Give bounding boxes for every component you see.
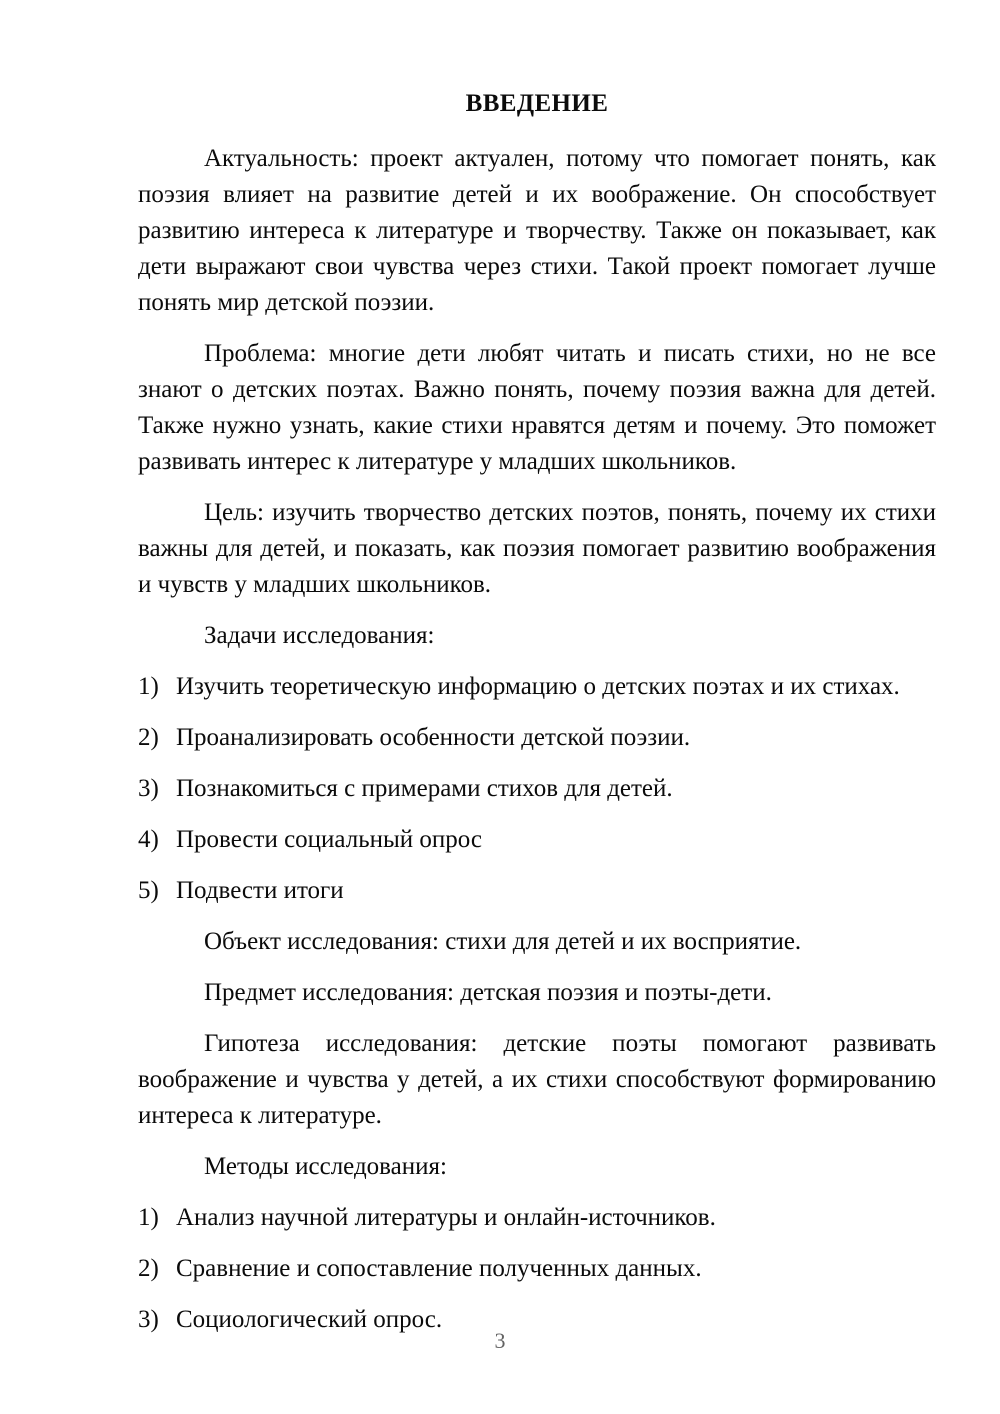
list-item <box>138 669 936 705</box>
list-item-marker: 2) <box>138 724 159 752</box>
list-item <box>138 822 936 858</box>
list-item-marker: 5) <box>138 877 159 905</box>
list-item-label: Социологический опрос. <box>176 1306 443 1334</box>
list-item-label: Сравнение и сопоставление полученных данных. <box>176 1255 702 1283</box>
document-body <box>138 88 936 1353</box>
tasks-label: Задачи исследования: <box>204 622 435 650</box>
list-item <box>138 1200 936 1236</box>
list-item-marker: 1) <box>138 1204 159 1232</box>
paragraph-hypothesis: Гипотеза исследования: детские поэты помогают развивать воображение и чувства у детей, а их стихи способствуют формированию интереса к литературе. <box>138 1030 936 1130</box>
list-item <box>138 873 936 909</box>
list-item <box>138 771 936 807</box>
list-item <box>138 1251 936 1287</box>
paragraph-object: Объект исследования: стихи для детей и их восприятие. <box>204 928 802 956</box>
list-item-label: Анализ научной литературы и онлайн-источников. <box>176 1204 716 1232</box>
tasks-list <box>138 669 936 909</box>
paragraph-relevance: Актуальность: проект актуален, потому что помогает понять, как поэзия влияет на развитие детей и их воображение. Он способствует развитию интереса к литературе и творчеству. Также он показывает, как дети выражают свои чувства через стихи. Такой проект помогает лучше понять мир детской поэзии. <box>138 145 936 317</box>
list-item-marker: 1) <box>138 673 159 701</box>
page-title: ВВЕДЕНИЕ <box>465 90 609 117</box>
paragraph-problem: Проблема: многие дети любят читать и писать стихи, но не все знают о детских поэтах. Важно понять, почему поэзия важна для детей. Также нужно узнать, какие стихи нравятся детям и почему. Это поможет развивать интерес к литературе у младших школьников. <box>138 340 936 476</box>
paragraph-subject: Предмет исследования: детская поэзия и поэты-дети. <box>204 979 772 1007</box>
methods-list <box>138 1200 936 1338</box>
paragraph-goal: Цель: изучить творчество детских поэтов, понять, почему их стихи важны для детей, и показать, как поэзия помогает развитию воображения и чувств у младших школьников. <box>138 499 936 599</box>
list-item-marker: 2) <box>138 1255 159 1283</box>
methods-label: Методы исследования: <box>204 1153 447 1181</box>
page-number: 3 <box>494 1328 506 1353</box>
list-item-marker: 4) <box>138 826 159 854</box>
list-item-label: Провести социальный опрос <box>176 826 483 854</box>
list-item-marker: 3) <box>138 1306 159 1334</box>
list-item-label: Проанализировать особенности детской поэзии. <box>176 724 691 752</box>
list-item-label: Подвести итоги <box>176 877 344 905</box>
list-item <box>138 720 936 756</box>
list-item-label: Познакомиться с примерами стихов для детей. <box>176 775 673 803</box>
list-item-label: Изучить теоретическую информацию о детских поэтах и их стихах. <box>176 673 900 701</box>
list-item-marker: 3) <box>138 775 159 803</box>
